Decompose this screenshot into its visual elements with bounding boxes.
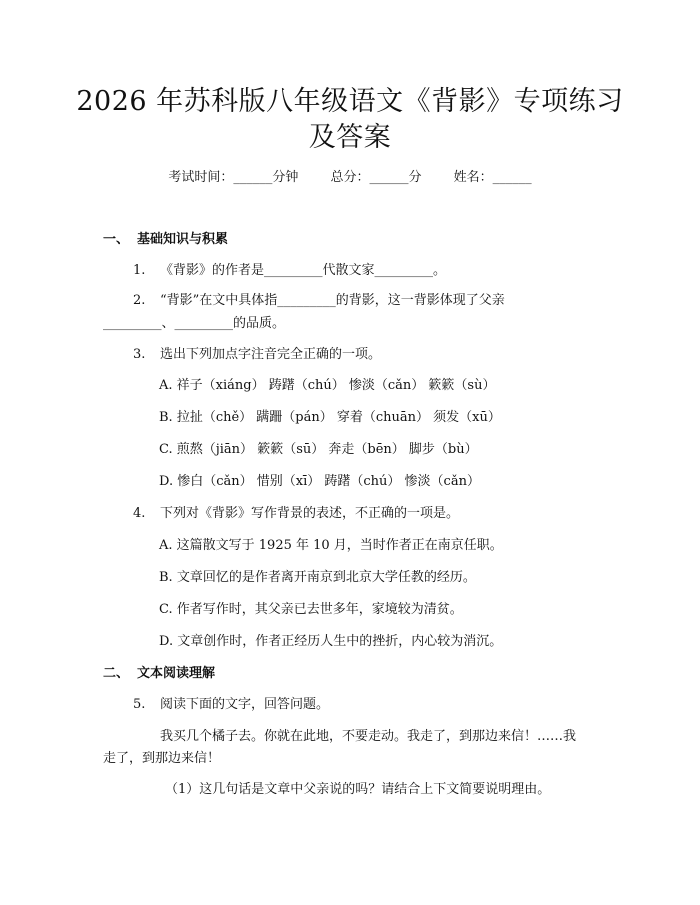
- exam-meta: [0, 169, 700, 187]
- question-number: 2.: [133, 293, 146, 308]
- passage-line-2: 走了，到那边来信！: [103, 751, 221, 766]
- question-text: 下列对《背影》写作背景的表述，不正确的一项是。: [160, 506, 460, 521]
- page-title-line1: 2026 年苏科版八年级语文《背影》专项练习: [76, 86, 624, 117]
- exam-time: 考试时间：______分钟: [168, 170, 299, 185]
- option-b: B. 拉扯（chě） 蹒跚（pán） 穿着（chuān） 须发（xū）: [159, 410, 501, 425]
- option-c: C. 煎熬（jiān） 簌簌（sū） 奔走（bēn） 脚步（bù）: [159, 442, 478, 457]
- question-number: 3.: [133, 347, 146, 362]
- question-text: 阅读下面的文字，回答问题。: [160, 697, 330, 712]
- question-number: 4.: [133, 506, 146, 521]
- question-text: “背影”在文中具体指_________的背影，这一背影体现了父亲: [160, 293, 505, 308]
- section-heading-2: 二、 文本阅读理解: [103, 666, 216, 681]
- option-c: C. 作者写作时，其父亲已去世多年，家境较为清贫。: [159, 602, 463, 617]
- sub-question-1: （1）这几句话是文章中父亲说的吗？请结合上下文简要说明理由。: [165, 782, 551, 797]
- exam-score: 总分：______分: [330, 170, 422, 185]
- question-text: 选出下列加点字注音完全正确的一项。: [160, 347, 382, 362]
- exam-name: 姓名：______: [453, 170, 532, 185]
- option-a: A. 这篇散文写于 1925 年 10 月，当时作者正在南京任职。: [159, 538, 503, 553]
- passage-line-1: 我买几个橘子去。你就在此地，不要走动。我走了，到那边来信！……我: [160, 729, 577, 744]
- option-b: B. 文章回忆的是作者离开南京到北京大学任教的经历。: [159, 570, 476, 585]
- page-title-line2: 及答案: [308, 122, 392, 153]
- question-text: 《背影》的作者是_________代散文家_________。: [160, 263, 447, 278]
- option-d: D. 惨白（cǎn） 惜别（xī） 踌躇（chú） 惨淡（cǎn）: [159, 474, 480, 489]
- section-heading-1: 一、 基础知识与积累: [103, 232, 229, 247]
- option-a: A. 祥子（xiáng） 踌躇（chú） 惨淡（cǎn） 簌簌（sù）: [159, 378, 496, 393]
- question-number: 5.: [133, 697, 146, 712]
- question-text-continued: _________、_________的品质。: [103, 316, 286, 331]
- option-d: D. 文章创作时，作者正经历人生中的挫折，内心较为消沉。: [159, 634, 503, 649]
- question-number: 1.: [133, 263, 146, 278]
